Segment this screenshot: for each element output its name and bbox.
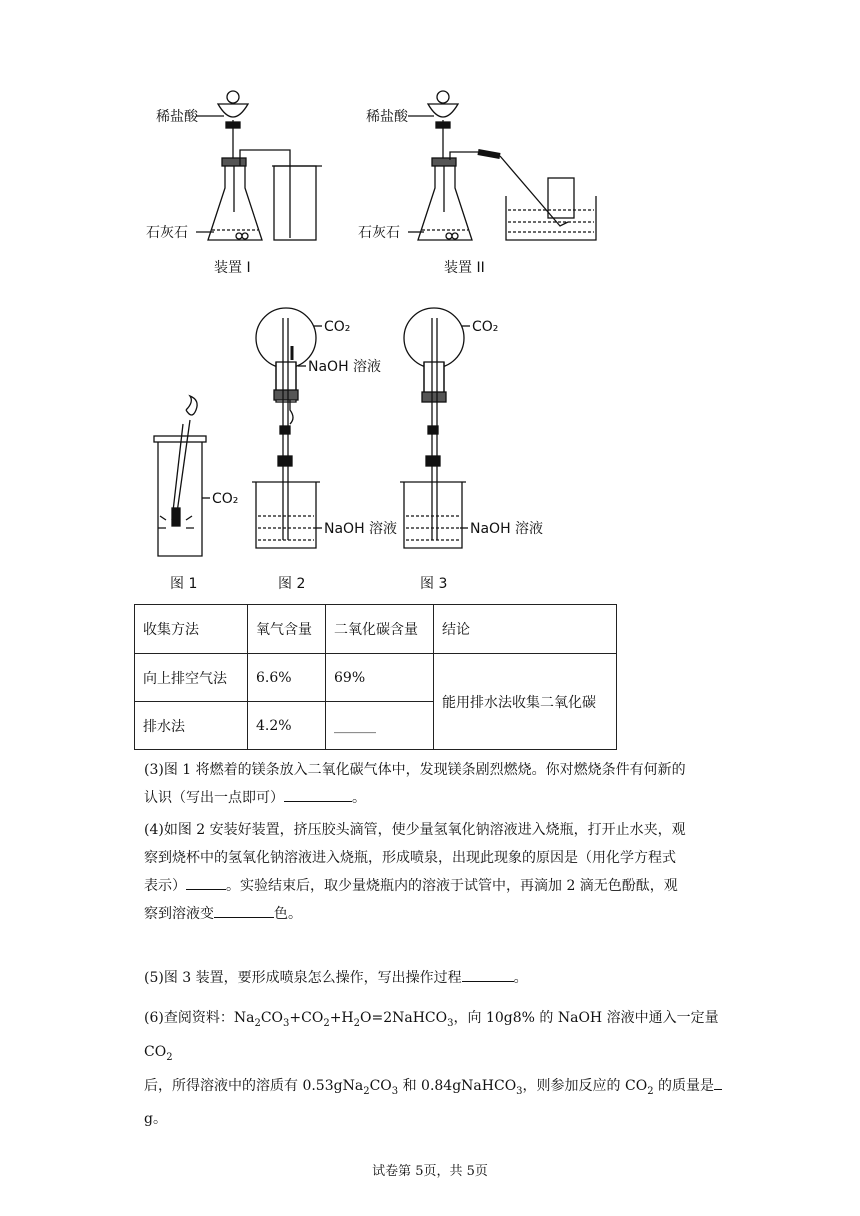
device2-caption: 装置 II [444,260,485,276]
q6-sub: 2 [353,1017,361,1029]
device2-solid-label: 石灰石 [358,225,400,241]
q4-line2: 察到烧杯中的氢氧化钠溶液进入烧瓶，形成喷泉，出现此现象的原因是（用化学方程式 [144,850,676,866]
figure-2 [252,308,322,548]
fig2-dropper-label: NaOH 溶液 [308,359,382,375]
fig2-caption: 图 2 [278,576,306,592]
q6-sub: 3 [447,1017,454,1029]
device-1 [196,91,322,240]
results-table [134,604,617,750]
q6-part: ，向 10g8% 的 NaOH 溶液中通入一定量 CO [144,1010,719,1060]
figure-3 [400,308,470,548]
device-2 [408,91,596,240]
apparatus-figures [0,0,860,600]
device1-caption: 装置 I [214,260,251,276]
question-5 [144,964,724,992]
q4-equation-blank[interactable] [186,875,226,890]
cell-method: 排水法 [135,702,248,750]
q6-part: 后，所得溶液中的溶质有 0.53gNa [144,1077,364,1094]
q6-sub: 2 [166,1051,173,1063]
fig3-gas-label: CO₂ [472,319,499,335]
q3-line2: 认识（写出一点即可） [144,790,284,806]
cell-o2: 4.2% [248,702,326,750]
fig3-beaker-label: NaOH 溶液 [470,521,544,537]
q6-part: O=2NaHCO [360,1010,448,1026]
q5-text: (5)图 3 装置，要形成喷泉怎么操作，写出操作过程 [144,970,462,986]
cell-method: 向上排空气法 [135,654,248,702]
q4-color-blank[interactable] [214,903,274,918]
fig2-beaker-label: NaOH 溶液 [324,521,398,537]
cell-co2: 69% [326,654,434,702]
page-footer: 试卷第 5页，共 5页 [372,1164,488,1179]
figure-1 [154,396,210,556]
cell-o2: 6.6% [248,654,326,702]
q3-answer-blank[interactable] [284,787,352,802]
q4-line1: (4)如图 2 安装好装置，挤压胶头滴管，使少量氢氧化钠溶液进入烧瓶，打开止水夹，观 [144,822,686,838]
fig2-gas-label: CO₂ [324,319,351,335]
header-o2: 氧气含量 [248,605,326,654]
device1-acid-label: 稀盐酸 [156,109,198,125]
cell-conclusion: 能用排水法收集二氧化碳 [434,654,617,750]
cell-co2-blank[interactable]: ______ [326,702,434,750]
q6-part: 的质量是 [653,1077,715,1094]
q6-sub: 3 [283,1017,290,1029]
q4-line3a: 表示） [144,878,186,894]
question-3 [144,756,724,812]
question-6 [144,1004,724,1133]
q6-sub: 2 [647,1085,654,1097]
header-co2: 二氧化碳含量 [326,605,434,654]
fig3-caption: 图 3 [420,576,448,592]
q6-part: 和 0.84gNaHCO [398,1077,517,1094]
q6-sub: 2 [363,1085,370,1097]
header-conclusion: 结论 [434,605,617,654]
q6-sub: 2 [323,1017,330,1029]
device1-solid-label: 石灰石 [146,225,188,241]
q6-part: (6)查阅资料：Na [144,1010,255,1026]
table-row [135,654,617,702]
fig1-caption: 图 1 [170,576,198,592]
question-4 [144,816,724,928]
q6-answer-blank[interactable] [714,1075,722,1090]
fig1-gas-label: CO₂ [212,491,239,507]
q6-sub: 3 [516,1085,523,1097]
q4-line3b: 。实验结束后，取少量烧瓶内的溶液于试管中，再滴加 2 滴无色酚酞，观 [226,878,678,894]
q6-sub: 3 [391,1085,399,1097]
q5-end: 。 [513,970,528,986]
q6-part: CO [260,1010,284,1026]
q3-end: 。 [352,790,366,806]
q3-line1: (3)图 1 将燃着的镁条放入二氧化碳气体中，发现镁条剧烈燃烧。你对燃烧条件有何新的 [144,762,686,778]
q6-part: CO [369,1077,392,1094]
q4-line4a: 察到溶液变 [144,906,214,922]
q6-part: ，则参加反应的 CO [522,1077,648,1094]
q6-sub: 2 [254,1017,261,1029]
q6-part: +CO [289,1010,324,1026]
device2-acid-label: 稀盐酸 [366,109,408,125]
q6-part: +H [329,1010,354,1026]
header-method: 收集方法 [135,605,248,654]
q6-part: g。 [144,1111,167,1128]
q4-line4b: 色。 [274,906,302,922]
q5-answer-blank[interactable] [462,967,514,982]
table-header-row [135,605,617,654]
